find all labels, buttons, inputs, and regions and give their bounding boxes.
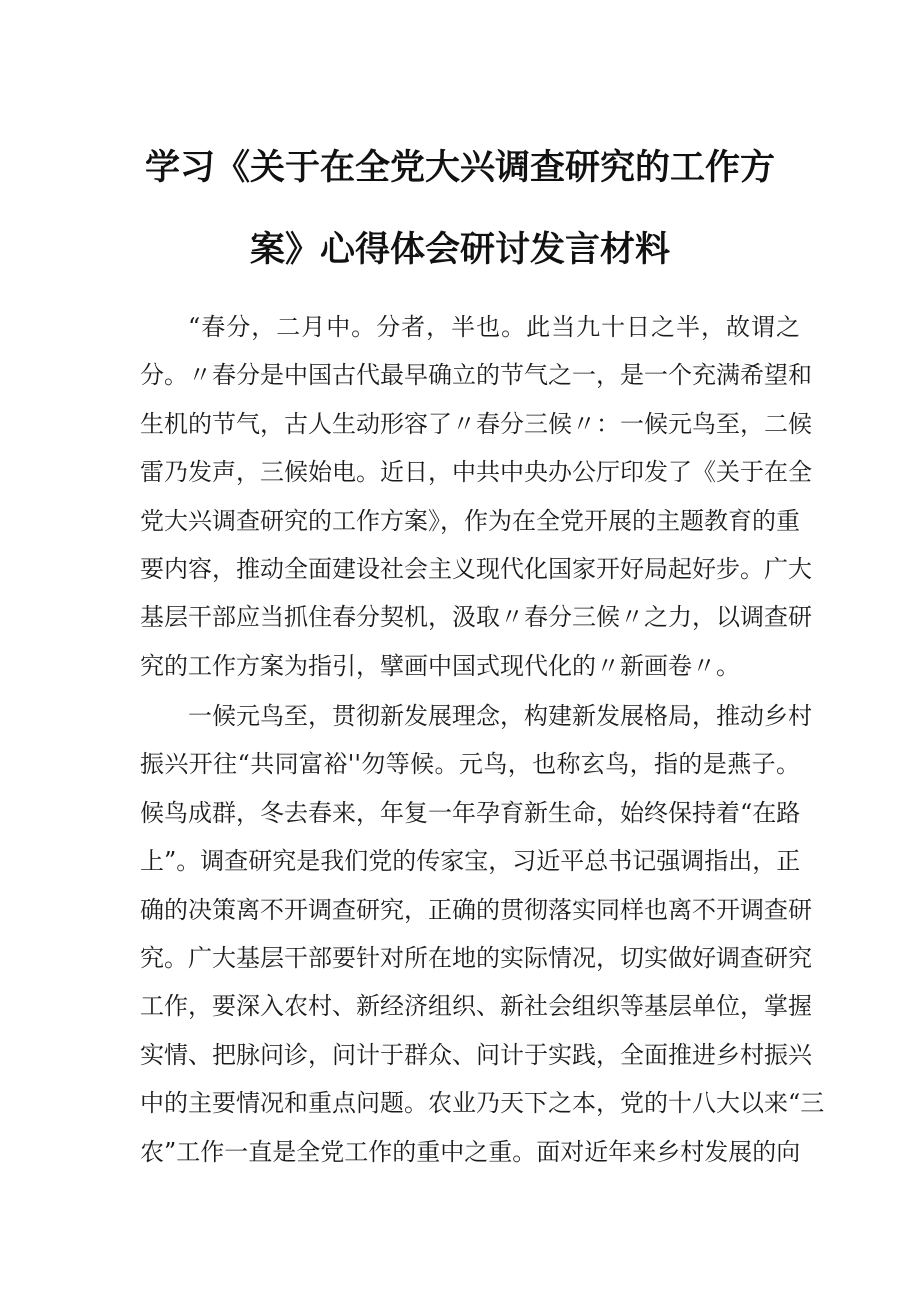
paragraph-line: “春分，二月中。分者，半也。此当九十日之半，故谓之 — [188, 313, 800, 341]
document-title-line-2: 案》心得体会研讨发言材料 — [249, 230, 670, 270]
paragraph-line: 究的工作方案为指引，擘画中国式现代化的〃新画卷〃。 — [140, 651, 740, 680]
paragraph-line: 确的决策离不开调查研究，正确的贯彻落实同样也离不开调查研 — [140, 895, 812, 924]
paragraph-line: 工作，要深入农村、新经济组织、新社会组织等基层单位，掌握 — [140, 992, 812, 1021]
paragraph-line: 实情、把脉问诊，问计于群众、问计于实践，全面推进乡村振兴 — [140, 1040, 812, 1069]
paragraph-line: 分。〃春分是中国古代最早确立的节气之一，是一个充满希望和 — [140, 361, 812, 390]
paragraph-line: 生机的节气，古人生动形容了〃春分三候〃：一候元鸟至，二候 — [140, 409, 812, 438]
paragraph-line: 一候元鸟至，贯彻新发展理念，构建新发展格局，推动乡村 — [188, 702, 812, 730]
paragraph-line: 中的主要情况和重点问题。农业乃天下之本，党的十八大以来“三 — [140, 1089, 825, 1118]
paragraph-line: 候鸟成群，冬去春来，年复一年孕育新生命，始终保持着“在路 — [140, 798, 801, 827]
paragraph-1 — [140, 303, 812, 690]
paragraph-line: 要内容，推动全面建设社会主义现代化国家开好局起好步。广大 — [140, 554, 812, 583]
paragraph-line: 振兴开往“共同富裕''勿等候。元鸟，也称玄鸟，指的是燕子。 — [140, 750, 800, 779]
paragraph-line: 党大兴调查研究的工作方案》，作为在全党开展的主题教育的重 — [140, 506, 800, 535]
document-title-line-1: 学习《关于在全党大兴调查研究的工作方 — [144, 148, 775, 188]
paragraph-line: 究。广大基层干部要针对所在地的实际情况，切实做好调查研究 — [140, 943, 812, 972]
paragraph-line: 基层干部应当抓住春分契机，汲取〃春分三候〃之力，以调查研 — [140, 603, 812, 632]
paragraph-line: 上”。调查研究是我们党的传家宝，习近平总书记强调指出，正 — [140, 847, 801, 876]
paragraph-line: 雷乃发声，三候始电。近日，中共中央办公厅印发了《关于在全 — [140, 458, 812, 487]
paragraph-2 — [140, 692, 825, 1176]
paragraph-line: 农”工作一直是全党工作的重中之重。面对近年来乡村发展的向 — [140, 1137, 801, 1166]
